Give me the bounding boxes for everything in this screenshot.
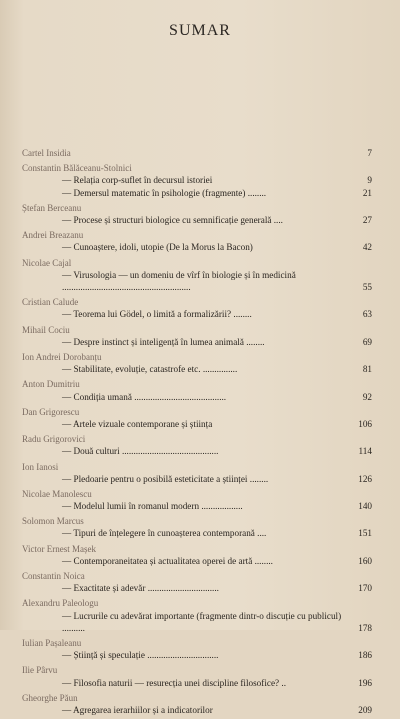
toc-entry-page: 178 bbox=[358, 622, 372, 633]
table-of-contents bbox=[22, 147, 372, 719]
toc-author: Andrei Breazanu bbox=[22, 230, 84, 241]
toc-entry-title: — Teorema lui Gödel, o limită a formalizării? ........ bbox=[62, 309, 252, 320]
toc-entry-title: — Pledoarie pentru o posibilă esteticitate a științei ........ bbox=[62, 473, 269, 484]
toc-author: Mihail Cociu bbox=[22, 324, 70, 335]
toc-entry bbox=[22, 473, 372, 485]
toc-author: Ilie Pârvu bbox=[22, 665, 58, 676]
toc-entry-title: — Contemporaneitatea și actualitatea operei de artă ........ bbox=[62, 555, 273, 566]
toc-entry-page: 69 bbox=[362, 336, 372, 347]
toc-entry bbox=[22, 308, 372, 320]
toc-entry bbox=[22, 582, 372, 594]
toc-entry bbox=[22, 677, 372, 689]
toc-entry-page: 151 bbox=[358, 528, 372, 539]
toc-author: Ion Andrei Dorobanțu bbox=[22, 351, 102, 362]
toc-entry-page: 63 bbox=[362, 309, 372, 320]
toc-entry-page: 196 bbox=[358, 677, 372, 688]
toc-entry-page: 186 bbox=[358, 650, 372, 661]
toc-entry bbox=[22, 527, 372, 539]
toc-author: Nicolae Manolescu bbox=[22, 488, 92, 499]
toc-entry-page: 9 bbox=[367, 175, 372, 186]
toc-entry-page: 114 bbox=[358, 446, 372, 457]
toc-entry-title: — Modelul lumii în romanul modern .................. bbox=[62, 501, 243, 512]
toc-author: Anton Dumitriu bbox=[22, 379, 80, 390]
toc-entry bbox=[22, 187, 372, 199]
toc-author: Solomon Marcus bbox=[22, 516, 84, 527]
toc-entry bbox=[22, 418, 372, 430]
toc-author: Iulian Pașaleanu bbox=[22, 638, 82, 649]
toc-entry-title: — Virusologia — un domeniu de vîrf în biologie și în medicină ........................................................ bbox=[62, 269, 296, 292]
toc-author: Radu Grigorovici bbox=[22, 434, 86, 445]
toc-entry bbox=[22, 363, 372, 375]
toc-entry bbox=[22, 610, 372, 634]
toc-entry-page: 42 bbox=[362, 242, 372, 253]
toc-entry bbox=[22, 500, 372, 512]
toc-entry-title: — Tipuri de înțelegere în cunoașterea contemporană .... bbox=[62, 528, 267, 539]
toc-entry-title: — Artele vizuale contemporane și știința bbox=[62, 418, 213, 429]
page-title: SUMAR bbox=[169, 22, 231, 39]
toc-entry-title: — Demersul matematic în psihologie (fragmente) ........ bbox=[62, 187, 267, 198]
toc-entry bbox=[22, 445, 372, 457]
toc-entry-title: — Condiția umană ........................................ bbox=[62, 391, 227, 402]
toc-entry-title: — Stabilitate, evoluție, catastrofe etc. ............... bbox=[62, 364, 238, 375]
toc-author: Constantin Bălăceanu-Stolnici bbox=[22, 163, 132, 174]
toc-entry bbox=[22, 391, 372, 403]
toc-author: Ștefan Berceanu bbox=[22, 202, 82, 213]
toc-author: Ion Ianosi bbox=[22, 461, 59, 472]
toc-author: Cartel Insidia bbox=[22, 148, 71, 158]
toc-entry-title: — Două culturi .......................................... bbox=[62, 446, 219, 457]
toc-author: Victor Ernest Mașek bbox=[22, 543, 96, 554]
toc-author: Dan Grigorescu bbox=[22, 406, 80, 417]
toc-entry bbox=[22, 269, 372, 293]
toc-entry-title: — Despre instinct și inteligență în lumea animală ........ bbox=[62, 336, 265, 347]
toc-entry-page: 21 bbox=[362, 187, 372, 198]
toc-entry-page: 92 bbox=[362, 391, 372, 402]
toc-entry-title: — Relația corp-suflet în decursul istoriei bbox=[62, 175, 213, 186]
toc-entry-page: 7 bbox=[367, 147, 372, 158]
toc-entry-page: 209 bbox=[358, 705, 372, 716]
toc-entry-title: — Știință și speculație ............................... bbox=[62, 650, 219, 661]
toc-entry-page: 81 bbox=[362, 364, 372, 375]
toc-entry-title: — Procese și structuri biologice cu semnificație generală .... bbox=[62, 214, 283, 225]
toc-entry-page: 126 bbox=[358, 473, 372, 484]
toc-author: Alexandru Paleologu bbox=[22, 598, 99, 609]
toc-entry-page: 160 bbox=[358, 555, 372, 566]
toc-entry-title: — Exactitate și adevăr ............................... bbox=[62, 583, 219, 594]
toc-entry bbox=[22, 241, 372, 253]
toc-entry bbox=[22, 336, 372, 348]
toc-author: Nicolae Cajal bbox=[22, 257, 72, 268]
toc-entry-page: 106 bbox=[358, 418, 372, 429]
toc-entry bbox=[22, 214, 372, 226]
toc-entry bbox=[22, 174, 372, 186]
toc-entry bbox=[22, 555, 372, 567]
toc-entry-page: 140 bbox=[358, 501, 372, 512]
toc-author: Gheorghe Păun bbox=[22, 692, 78, 703]
toc-entry-page: 170 bbox=[358, 583, 372, 594]
toc-entry bbox=[22, 649, 372, 661]
toc-author: Constantin Noica bbox=[22, 571, 85, 582]
toc-entry-page: 55 bbox=[362, 281, 372, 292]
toc-entry-title: — Filosofia naturii — resurecția unei discipline filosofice? .. bbox=[62, 677, 287, 688]
toc-entry bbox=[22, 704, 372, 716]
toc-author: Cristian Calude bbox=[22, 297, 79, 308]
toc-entry-page: 27 bbox=[362, 214, 372, 225]
toc-entry-title: — Cunoaștere, idoli, utopie (De la Morus la Bacon) bbox=[62, 242, 253, 253]
toc-entry-title: — Lucrurile cu adevărat importante (fragmente dintr-o discuție cu publicul) .......... bbox=[62, 610, 342, 633]
toc-entry-title: — Agregarea ierarhiilor și a indicatorilor bbox=[62, 705, 213, 716]
